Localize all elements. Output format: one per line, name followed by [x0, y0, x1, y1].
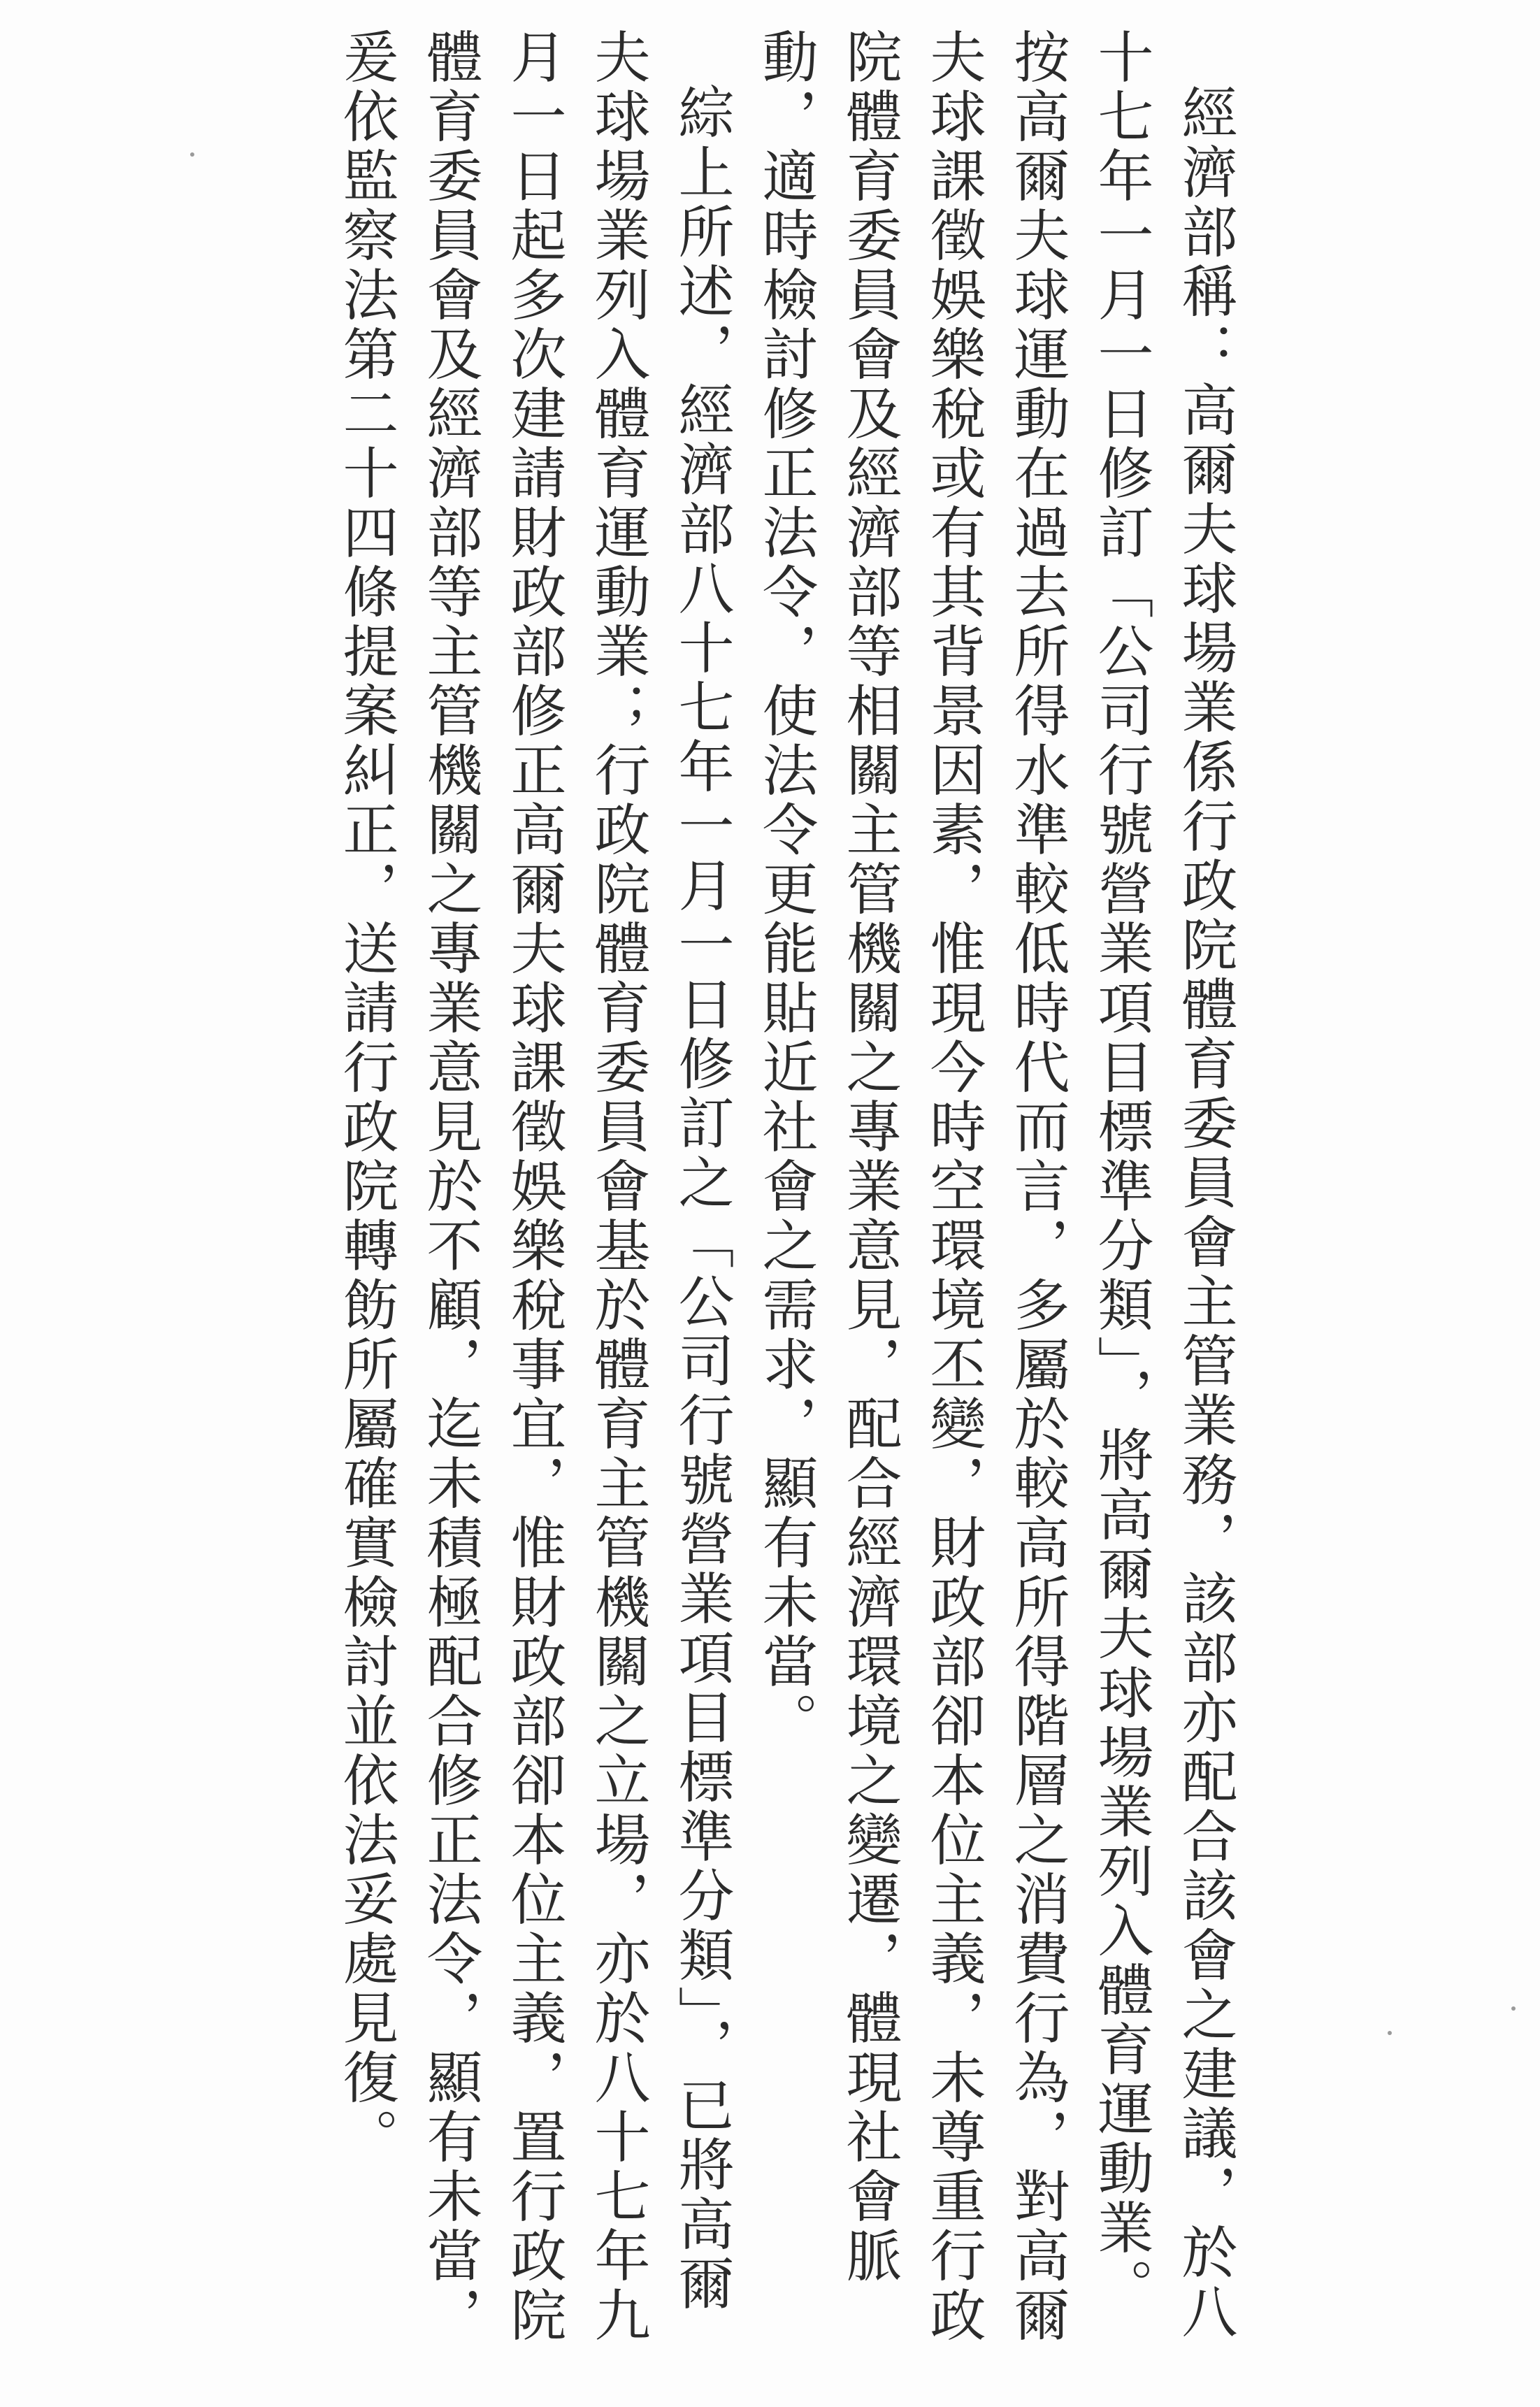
paragraph-conclusion: 綜上所述，經濟部八十七年一月一日修訂之「公司行號營業項目標準分類」，已將高爾夫球場業列入體育運動業；行政院體育委員會基於體育主管機關之立場，亦於八十七年九月一日起多次建請財政部修正高爾夫球課徵娛樂稅事宜，惟財政部卻本位主義，置行政院體育委員會及經濟部等主管機關之專業意見於不顧，迄未積極配合修正法令，顯有未當，爰依監察法第二十四條提案糾正，送請行政院轉飭所屬確實檢討並依法妥處見復。 [333, 28, 734, 2345]
scan-speck [190, 152, 194, 157]
scan-speck [1511, 2006, 1516, 2011]
paragraph-economic-ministry-statement: 經濟部稱：高爾夫球場業係行政院體育委員會主管業務，該部亦配合該會之建議，於八十七年一月一日修訂「公司行號營業項目標準分類」，將高爾夫球場業列入體育運動業。按高爾夫球運動在過去所得水準較低時代而言，多屬於較高所得階層之消費行為，對高爾夫球課徵娛樂稅或有其背景因素，惟現今時空環境丕變，財政部卻本位主義，未尊重行政院體育委員會及經濟部等相關主管機關之專業意見，配合經濟環境之變遷，體現社會脈動，適時檢討修正法令，使法令更能貼近社會之需求，顯有未當。 [753, 28, 1237, 2345]
scan-speck [1388, 2031, 1392, 2035]
document-body [156, 28, 1246, 2363]
